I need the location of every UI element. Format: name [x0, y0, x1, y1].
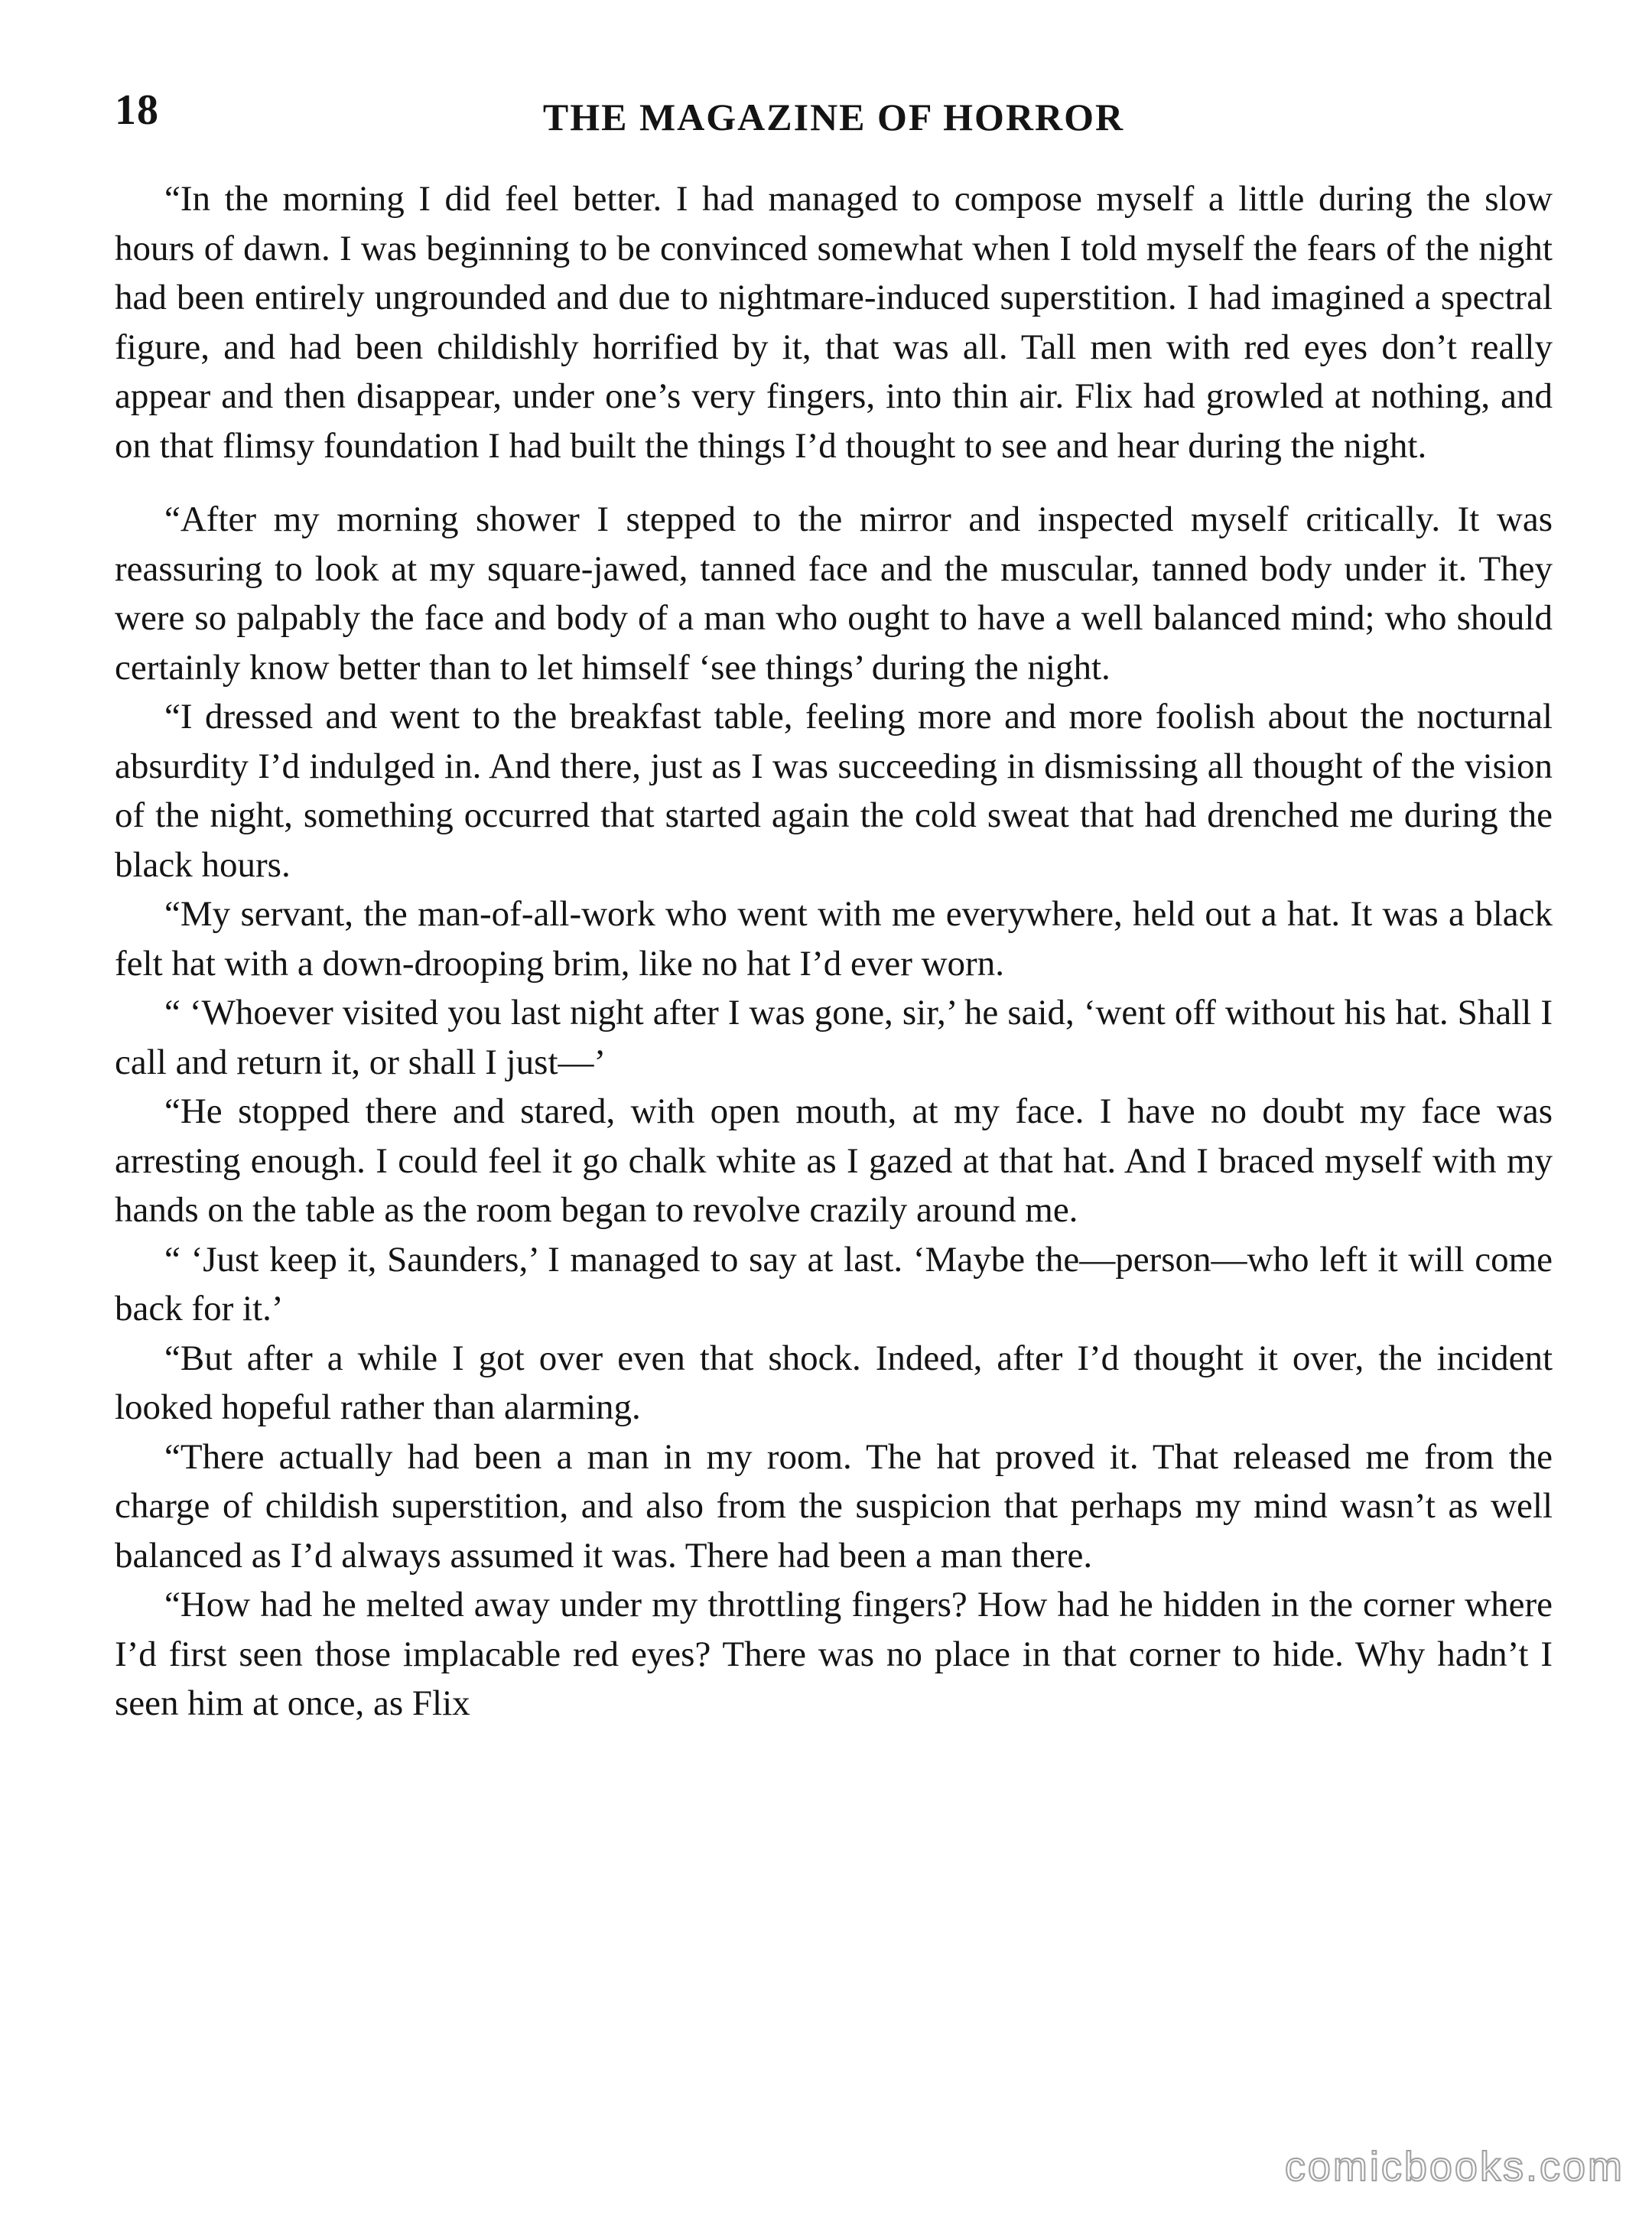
- page-header: [115, 86, 1553, 147]
- paragraph: “How had he melted away under my throttling fingers? How had he hidden in the corner where I’d first seen those implacable red eyes? There was no place in that corner to hide. Why hadn’t I seen him at once, as Flix: [115, 1585, 1553, 1723]
- paragraph: “ ‘Just keep it, Saunders,’ I managed to say at last. ‘Maybe the—person—who left it will come back for it.’: [115, 1239, 1553, 1329]
- paragraph: “My servant, the man-of-all-work who went with me everywhere, held out a hat. It was a black felt hat with a down-drooping brim, like no hat I’d ever worn.: [115, 894, 1553, 984]
- site-watermark: comicbooks.com: [1284, 2144, 1624, 2190]
- paragraph: “But after a while I got over even that shock. Indeed, after I’d thought it over, the incident looked hopeful rather than alarming.: [115, 1338, 1553, 1427]
- paragraph: “ ‘Whoever visited you last night after I was gone, sir,’ he said, ‘went off without his hat. Shall I call and return it, or shall I just—’: [115, 993, 1553, 1082]
- story-text: [115, 174, 1553, 1729]
- paragraph: “There actually had been a man in my room. The hat proved it. That released me from the charge of childish superstition, and also from the suspicion that perhaps my mind wasn’t as well balanced as I’d always assumed it was. There had been a man there.: [115, 1436, 1553, 1576]
- paragraph: “He stopped there and stared, with open mouth, at my face. I have no doubt my face was arresting enough. I could feel it go chalk white as I gazed at that hat. And I braced myself with my hands on the table as the room began to revolve crazily around me.: [115, 1091, 1553, 1230]
- paragraph: “I dressed and went to the breakfast table, feeling more and more foolish about the nocturnal absurdity I’d indulged in. And there, just as I was succeeding in dismissing all thought of the vision of the night, something occurred that started again the cold sweat that had drenched me during the black hours.: [115, 697, 1553, 885]
- paragraph: “After my morning shower I stepped to the mirror and inspected myself critically. It was reassuring to look at my square-jawed, tanned face and the muscular, tanned body under it. They were so palpably the face and body of a man who ought to have a well balanced mind; who should certainly know better than to let himself ‘see things’ during the night.: [115, 499, 1553, 688]
- running-title: THE MAGAZINE OF HORROR: [542, 96, 1125, 138]
- page-number: 18: [115, 86, 159, 134]
- paragraph: “In the morning I did feel better. I had managed to compose myself a little during the slow hours of dawn. I was beginning to be convinced somewhat when I told myself the fears of the night had been entirely ungrounded and due to nightmare-induced superstition. I had imagined a spectral figure, and had been childishly horrified by it, that was all. Tall men with red eyes don’t really appear and then disappear, under one’s very fingers, into thin air. Flix had growled at nothing, and on that flimsy foundation I had built the things I’d thought to see and hear during the night.: [115, 179, 1553, 466]
